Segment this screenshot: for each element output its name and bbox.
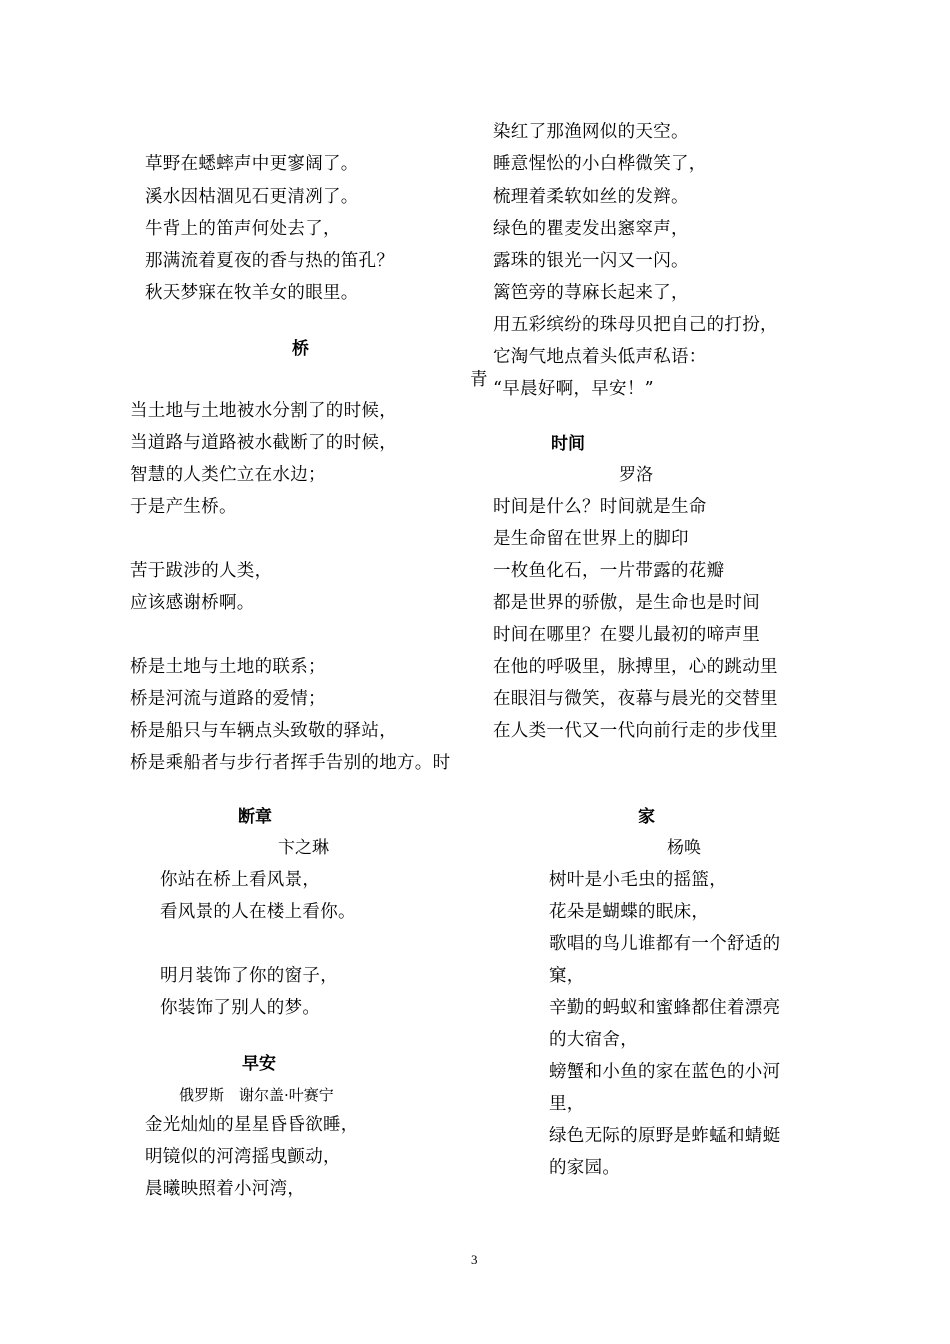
poem-author: 罗洛 — [619, 465, 653, 485]
poem-line: 草野在蟋蟀声中更寥阔了。 — [145, 154, 359, 174]
poem-title: 桥 — [292, 339, 309, 359]
page-number: 3 — [471, 1252, 478, 1267]
poem-line: 于是产生桥。 — [130, 497, 237, 517]
poem-line: 篱笆旁的荨麻长起来了， — [493, 283, 689, 303]
poem-line: 绿色无际的原野是蚱蜢和蜻蜓 — [549, 1126, 781, 1146]
poem-line: 树叶是小毛虫的摇篮， — [549, 870, 727, 890]
poem-line: 它淘气地点着头低声私语： — [493, 347, 707, 367]
poem-line: 时间在哪里？在婴儿最初的啼声里 — [493, 625, 760, 645]
poem-line: 的家园。 — [549, 1158, 621, 1178]
poem-line: 那满流着夏夜的香与热的笛孔？ — [145, 251, 395, 271]
poem-line: 染红了那渔网似的天空。 — [493, 122, 689, 142]
poem-line: 当土地与土地被水分割了的时候， — [130, 401, 397, 421]
poem-line: 都是世界的骄傲，是生命也是时间 — [493, 593, 760, 613]
poem-author: 卞之琳 — [278, 838, 329, 858]
poem-line: 应该感谢桥啊。 — [130, 593, 255, 613]
poem-line: 看风景的人在楼上看你。 — [160, 902, 356, 922]
poem-line: 在他的呼吸里，脉搏里，心的跳动里 — [493, 657, 778, 677]
poem-title: 家 — [638, 807, 655, 827]
poem-author: 俄罗斯 谢尔盖·叶赛宁 — [179, 1086, 334, 1104]
poem-title: 早安 — [242, 1054, 276, 1074]
poem-line: 你装饰了别人的梦。 — [160, 998, 321, 1018]
poem-line: 秋天梦寐在牧羊女的眼里。 — [145, 283, 359, 303]
poem-line: 绿色的瞿麦发出窸窣声， — [493, 219, 689, 239]
poem-line: 花朵是蝴蝶的眠床， — [549, 902, 710, 922]
poem-line: 苦于跋涉的人类， — [130, 561, 273, 581]
poem-line: 窠， — [549, 966, 585, 986]
poem-line: 明镜似的河湾摇曳颤动， — [145, 1147, 341, 1167]
poem-line: 晨曦映照着小河湾， — [145, 1179, 306, 1199]
poem-line: 桥是乘船者与步行者挥手告别的地方。时 — [130, 753, 451, 773]
poem-title: 时间 — [551, 434, 585, 454]
poem-line: 溪水因枯涸见石更清冽了。 — [145, 187, 359, 207]
poem-line: 桥是船只与车辆点头致敬的驿站， — [130, 721, 397, 741]
poem-line: 明月装饰了你的窗子， — [160, 966, 338, 986]
poem-line: 辛勤的蚂蚁和蜜蜂都住着漂亮 — [549, 998, 781, 1018]
poem-line: 里， — [549, 1094, 585, 1114]
poem-line: “早晨好啊，早安！” — [493, 379, 654, 399]
poem-title: 断章 — [238, 807, 272, 827]
poem-line: 金光灿灿的星星昏昏欲睡， — [145, 1115, 359, 1135]
poem-line: 睡意惺忪的小白桦微笑了， — [493, 154, 707, 174]
poem-line: 智慧的人类伫立在水边； — [130, 465, 326, 485]
poem-line: 露珠的银光一闪又一闪。 — [493, 251, 689, 271]
stray-character: 青 — [470, 370, 488, 390]
poem-line: 梳理着柔软如丝的发辫。 — [493, 187, 689, 207]
poem-line: 时间是什么？时间就是生命 — [493, 497, 707, 517]
poem-line: 桥是河流与道路的爱情； — [130, 689, 326, 709]
poem-line: 你站在桥上看风景， — [160, 870, 321, 890]
poem-line: 是生命留在世界上的脚印 — [493, 529, 689, 549]
poem-line: 歌唱的鸟儿谁都有一个舒适的 — [549, 934, 781, 954]
poem-author: 杨唤 — [667, 838, 701, 858]
poem-line: 当道路与道路被水截断了的时候， — [130, 433, 397, 453]
poem-line: 一枚鱼化石，一片带露的花瓣 — [493, 561, 725, 581]
poem-line: 在人类一代又一代向前行走的步伐里 — [493, 721, 778, 741]
poem-line: 桥是土地与土地的联系； — [130, 657, 326, 677]
poem-line: 的大宿舍， — [549, 1030, 638, 1050]
poem-line: 牛背上的笛声何处去了， — [145, 219, 341, 239]
poem-line: 螃蟹和小鱼的家在蓝色的小河 — [549, 1062, 781, 1082]
poem-line: 用五彩缤纷的珠母贝把自己的打扮， — [493, 315, 778, 335]
poem-line: 在眼泪与微笑，夜幕与晨光的交替里 — [493, 689, 778, 709]
